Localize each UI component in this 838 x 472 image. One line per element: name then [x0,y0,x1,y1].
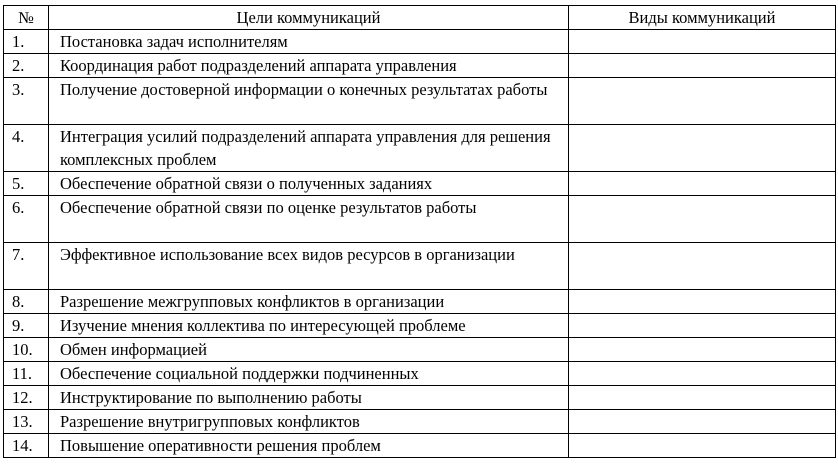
row-goal: Постановка задач исполнителям [49,30,569,54]
row-type [569,54,836,78]
table-row [4,54,836,78]
row-goal: Координация работ подразделений аппарата управления [49,54,569,78]
row-goal: Повышение оперативности решения проблем [49,434,569,458]
row-number: 14. [4,434,49,458]
header-row [4,6,836,30]
row-goal: Обеспечение социальной поддержки подчиненных [49,362,569,386]
row-goal: Разрешение межгрупповых конфликтов в организации [49,290,569,314]
row-type [569,196,836,243]
row-goal: Изучение мнения коллектива по интересующей проблеме [49,314,569,338]
table-row [4,196,836,243]
row-type [569,434,836,458]
row-type [569,386,836,410]
row-type [569,125,836,172]
table-row [4,243,836,290]
table-row [4,362,836,386]
header-types: Виды коммуникаций [569,6,836,30]
row-type [569,410,836,434]
row-type [569,362,836,386]
row-number: 12. [4,386,49,410]
row-number: 1. [4,30,49,54]
row-number: 7. [4,243,49,290]
header-goals: Цели коммуникаций [49,6,569,30]
row-type [569,78,836,125]
row-type [569,290,836,314]
table-row [4,410,836,434]
row-goal: Инструктирование по выполнению работы [49,386,569,410]
row-number: 13. [4,410,49,434]
row-number: 5. [4,172,49,196]
row-type [569,243,836,290]
row-number: 4. [4,125,49,172]
row-type [569,172,836,196]
row-type [569,338,836,362]
row-goal: Обеспечение обратной связи о полученных заданиях [49,172,569,196]
table-row [4,314,836,338]
row-number: 6. [4,196,49,243]
table-row [4,386,836,410]
header-number: № [4,6,49,30]
table-row [4,290,836,314]
table-row [4,78,836,125]
row-number: 11. [4,362,49,386]
row-goal: Обмен информацией [49,338,569,362]
row-goal: Интеграция усилий подразделений аппарата управления для решения комплексных проблем [49,125,569,172]
table-row [4,434,836,458]
communications-table [3,5,836,458]
row-number: 8. [4,290,49,314]
table-row [4,172,836,196]
row-goal: Получение достоверной информации о конечных результатах работы [49,78,569,125]
row-number: 10. [4,338,49,362]
row-goal: Разрешение внутригрупповых конфликтов [49,410,569,434]
row-goal: Обеспечение обратной связи по оценке результатов работы [49,196,569,243]
row-type [569,314,836,338]
row-goal: Эффективное использование всех видов ресурсов в организации [49,243,569,290]
row-number: 2. [4,54,49,78]
row-type [569,30,836,54]
row-number: 9. [4,314,49,338]
table-row [4,125,836,172]
row-number: 3. [4,78,49,125]
table-row [4,338,836,362]
table-row [4,30,836,54]
